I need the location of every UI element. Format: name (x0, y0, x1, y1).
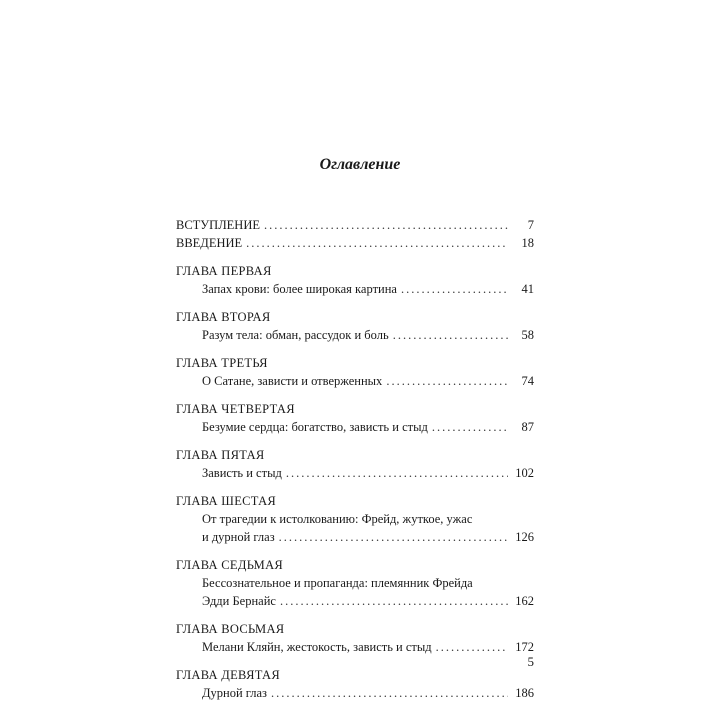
dot-leader (246, 234, 508, 252)
toc-entry-chapter-9 (176, 684, 534, 702)
chapter-heading-1: ГЛАВА ПЕРВАЯ (176, 264, 272, 278)
toc-entry-chapter-4 (176, 418, 534, 436)
toc-entry-page: 102 (515, 466, 534, 480)
toc-entry-intro-2 (176, 234, 534, 252)
chapter-heading-2: ГЛАВА ВТОРАЯ (176, 310, 271, 324)
toc-entry-intro-1 (176, 216, 534, 234)
toc-entry-chapter-7-line-1: Бессознательное и пропаганда: племянник Фрейда (202, 576, 473, 590)
toc-entry-page: 162 (515, 594, 534, 608)
dot-leader (280, 592, 508, 610)
chapter-heading-3: ГЛАВА ТРЕТЬЯ (176, 356, 268, 370)
toc-entry-chapter-3 (176, 372, 534, 390)
toc-entry-page: 126 (515, 530, 534, 544)
dot-leader (393, 326, 508, 344)
toc-entry-page: 18 (521, 236, 534, 250)
dot-leader (386, 372, 508, 390)
toc-entry-page: 74 (521, 374, 534, 388)
toc-entry-page: 87 (521, 420, 534, 434)
toc-entry-label: О Сатане, зависти и отверженных (202, 374, 383, 388)
toc-entry-chapter-1 (176, 280, 534, 298)
chapter-heading-4: ГЛАВА ЧЕТВЕРТАЯ (176, 402, 295, 416)
toc-entry-label: Дурной глаз (202, 686, 267, 700)
dot-leader (271, 684, 508, 702)
chapter-heading-6: ГЛАВА ШЕСТАЯ (176, 494, 277, 508)
dot-leader (436, 638, 508, 656)
toc-entry-chapter-8 (176, 638, 534, 656)
chapter-heading-5: ГЛАВА ПЯТАЯ (176, 448, 265, 462)
chapter-heading-7: ГЛАВА СЕДЬМАЯ (176, 558, 284, 572)
toc-entry-label: Мелани Кляйн, жестокость, зависть и стыд (202, 640, 432, 654)
table-of-contents (176, 216, 534, 702)
toc-entry-chapter-7 (176, 592, 534, 610)
toc-entry-page: 172 (515, 640, 534, 654)
toc-entry-label: ВВЕДЕНИЕ (176, 236, 243, 250)
dot-leader (432, 418, 508, 436)
chapter-heading-9: ГЛАВА ДЕВЯТАЯ (176, 668, 280, 682)
toc-entry-chapter-6-line-1: От трагедии к истолкованию: Фрейд, жуткое, ужас (202, 512, 473, 526)
dot-leader (279, 528, 508, 546)
dot-leader (286, 464, 508, 482)
page-title: Оглавление (319, 156, 401, 173)
toc-entry-chapter-5 (176, 464, 534, 482)
page-number: 5 (527, 654, 534, 669)
toc-entry-label: Эдди Бернайс (202, 594, 276, 608)
toc-entry-label: Разум тела: обман, рассудок и боль (202, 328, 389, 342)
toc-entry-chapter-2 (176, 326, 534, 344)
toc-entry-label: ВСТУПЛЕНИЕ (176, 218, 260, 232)
toc-entry-chapter-6 (176, 528, 534, 546)
toc-entry-label: Безумие сердца: богатство, зависть и стыд (202, 420, 428, 434)
dot-leader (401, 280, 508, 298)
toc-entry-label: Зависть и стыд (202, 466, 282, 480)
dot-leader (264, 216, 508, 234)
toc-entry-page: 41 (521, 282, 534, 296)
toc-entry-page: 58 (521, 328, 534, 342)
toc-entry-page: 186 (515, 686, 534, 700)
toc-entry-label: Запах крови: более широкая картина (202, 282, 397, 296)
toc-entry-page: 7 (527, 218, 534, 232)
chapter-heading-8: ГЛАВА ВОСЬМАЯ (176, 622, 285, 636)
toc-entry-label: и дурной глаз (202, 530, 275, 544)
